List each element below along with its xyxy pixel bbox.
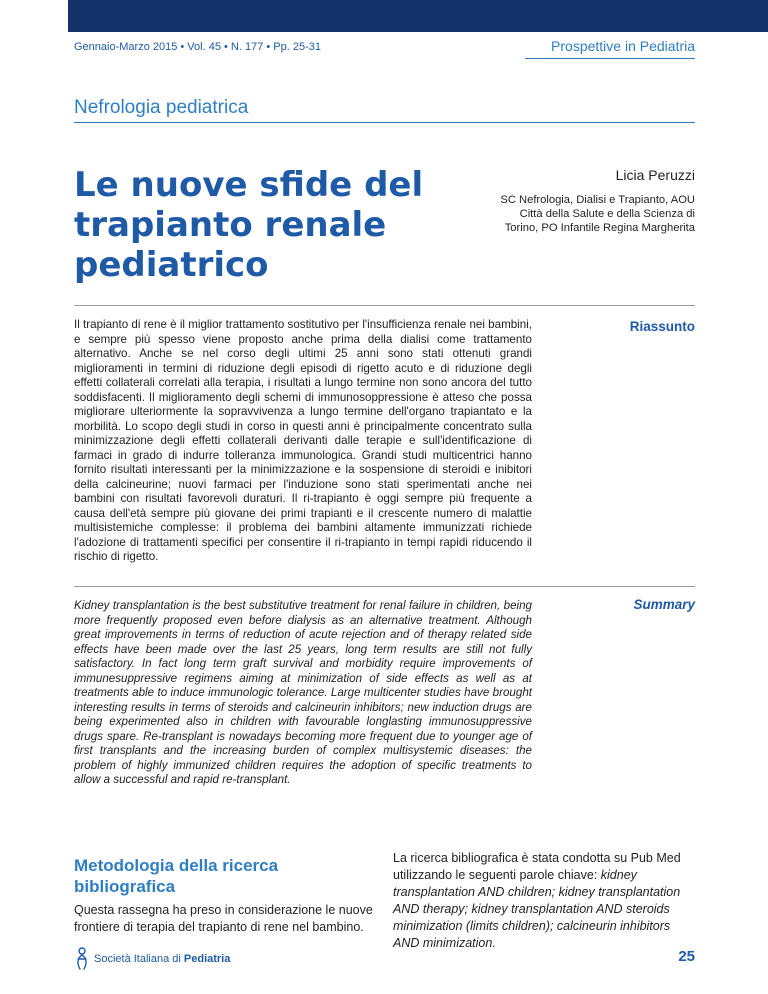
methods-right-intro: La ricerca bibliografica è stata condotta su Pub Med utilizzando le seguenti parole chiave: — [393, 851, 681, 882]
society-name: Società Italiana di Pediatria — [94, 953, 231, 965]
summary-text: Kidney transplantation is the best substitutive treatment for renal failure in children, being more frequently proposed even before dialysis as an alternative treatment. Although great improvements in terms of reduction of acute rejection and of therapy related side effects have been made over the last 25 years, long term results are still not fully satisfactory. In fact long term graft survival and morbidity require improvements of immunesuppressive regimens aiming at minimization of side effects as well as at treatments able to induce immunologic tolerance. Large multicenter studies have brought interesting results in terms of steroids and calcineurin inhibitors; new induction drugs are being experimented also in children with favourable longlasting immunosuppressive drugs spare. Re-transplant is nowadays becoming more frequent due to younger age of first transplants and the increasing burden of complex multisystemic diseases: the problem of highly immunized children requires the adoption of specific treatments to allow a successful and rapid re-transplant. — [74, 599, 532, 786]
riassunto-text: Il trapianto di rene è il miglior trattamento sostitutivo per l'insufficienza renale nei bambini, e sempre più spesso viene proposto anche prima della dialisi come trattamento alternativo. Anche se nel corso degli ultimi 25 anni sono stati ottenuti grandi miglioramenti in termini di riduzione degli episodi di rigetto acuto e di riduzione degli effetti collaterali correlati alla terapia, i risultati a lungo termine non sono ancora del tutto soddisfacenti. Il miglioramento degli schemi di immunosoppressione è atteso che possa migliorare ulteriormente la sopravvivenza a lungo termine dell'organo trapiantato e la morbilità. Lo scopo degli studi in corso in questi anni è principalmente concentrato sulla minimizzazione degli effetti collaterali derivanti dalle terapie e sull'identificazione di farmaci in grado di indurre tolleranza immunologica. Grandi studi multicentrici hanno fornito risultati interessanti per la minimizzazione e la sospensione di steroidi e inibitori della calcineurine; nuovi farmaci per l'induzione sono stati sperimentati anche nei bambini con risultati favorevoli duraturi. Il ri-trapianto è oggi sempre più frequente a causa dell'età sempre più giovane dei primi trapianti e il crescente numero di malattie multisistemiche complesse: il problema dei bambini altamente immunizzati richiede l'adozione di trattamenti specifici per consentire il ri-trapianto in tempi rapidi riducendo il rischio di rigetto. — [74, 318, 532, 563]
author-affiliation: SC Nefrologia, Dialisi e Trapianto, AOU Città della Salute e della Scienza di Torino, PO Infantile Regina Margherita — [500, 194, 695, 234]
riassunto-divider — [74, 305, 695, 306]
journal-underline — [525, 58, 695, 59]
methods-heading: Metodologia della ricerca bibliografica — [74, 856, 279, 896]
author-name: Licia Peruzzi — [615, 167, 695, 183]
section-label: Nefrologia pediatrica — [74, 97, 249, 118]
summary-heading: Summary — [633, 597, 695, 612]
header-bar — [68, 0, 768, 32]
author-block — [495, 167, 695, 235]
child-figure-icon — [74, 947, 90, 971]
citation: Gennaio-Marzo 2015 • Vol. 45 • N. 177 • Pp. 25-31 — [74, 41, 321, 53]
methods-keywords: kidney transplantation AND children; kidney transplantation AND therapy; kidney transplantation AND steroids minimization (limits children); calcineurin inhibitors AND minimization. — [393, 868, 681, 950]
methods-right-paragraph — [393, 850, 695, 952]
summary-divider — [74, 586, 695, 587]
article-title: Le nuove sfide del trapianto renale pediatrico — [74, 165, 424, 285]
page-number: 25 — [678, 948, 695, 965]
riassunto-heading: Riassunto — [629, 319, 695, 334]
society-logo — [74, 946, 230, 972]
section-divider — [74, 122, 695, 123]
methods-left-paragraph: Questa rassegna ha preso in considerazione le nuove frontiere di terapia del trapianto di rene nel bambino. — [74, 903, 373, 934]
journal-name: Prospettive in Pediatria — [551, 38, 695, 54]
